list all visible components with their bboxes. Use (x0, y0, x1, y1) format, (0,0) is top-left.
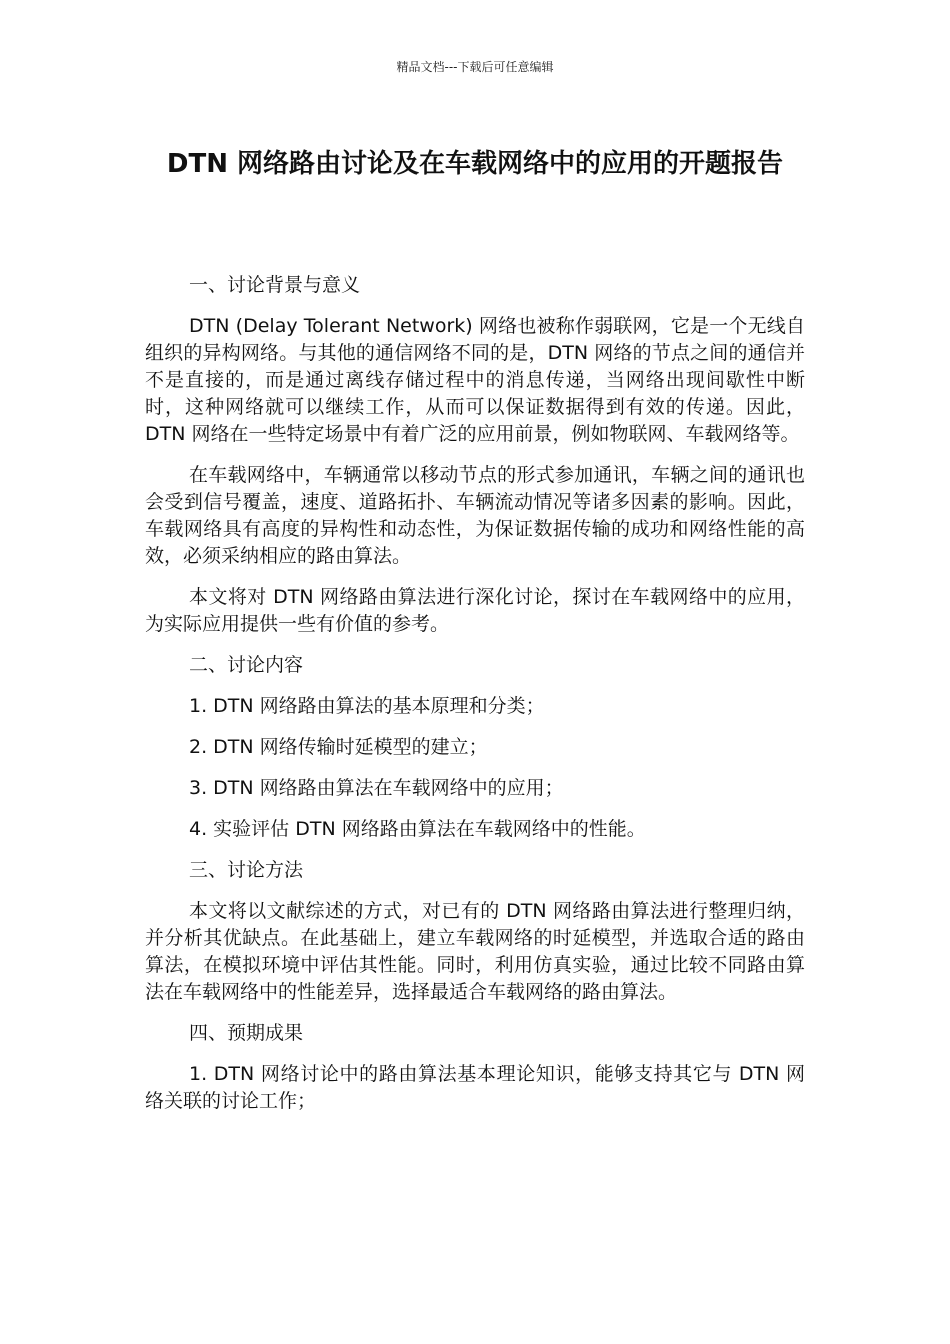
paragraph: DTN (Delay Tolerant Network) 网络也被称作弱联网，它是一个无线自组织的异构网络。与其他的通信网络不同的是，DTN 网络的节点之间的通信并不是直接的，而是通过离线存储过程中的消息传递，当网络出现间歇性中断时，这种网络就可以继续工作，从而可以保证数据得到有效的传递。因此，DTN 网络在一些特定场景中有着广泛的应用前景，例如物联网、车载网络等。 (145, 315, 805, 445)
section-heading-method: 三、讨论方法 (189, 859, 304, 881)
document-title: DTN 网络路由讨论及在车载网络中的应用的开题报告 (166, 149, 784, 179)
paragraph: 本文将以文献综述的方式，对已有的 DTN 网络路由算法进行整理归纳，并分析其优缺点。在此基础上，建立车载网络的时延模型，并选取合适的路由算法，在模拟环境中评估其性能。同时，利用仿真实验，通过比较不同路由算法在车载网络中的性能差异，选择最适合车载网络的路由算法。 (145, 900, 805, 1003)
document-body (145, 272, 805, 1129)
section-heading-background: 一、讨论背景与意义 (189, 274, 361, 296)
section-heading-results: 四、预期成果 (189, 1022, 304, 1044)
list-item: 3. DTN 网络路由算法在车载网络中的应用； (189, 777, 564, 799)
list-item: 4. 实验评估 DTN 网络路由算法在车载网络中的性能。 (189, 818, 646, 840)
list-item: 1. DTN 网络讨论中的路由算法基本理论知识，能够支持其它与 DTN 网络关联的讨论工作； (145, 1063, 805, 1112)
paragraph: 本文将对 DTN 网络路由算法进行深化讨论，探讨在车载网络中的应用，为实际应用提供一些有价值的参考。 (145, 586, 805, 635)
paragraph: 在车载网络中，车辆通常以移动节点的形式参加通讯，车辆之间的通讯也会受到信号覆盖，速度、道路拓扑、车辆流动情况等诸多因素的影响。因此，车载网络具有高度的异构性和动态性，为保证数据传输的成功和网络性能的高效，必须采纳相应的路由算法。 (145, 464, 805, 567)
list-item: 1. DTN 网络路由算法的基本原理和分类； (189, 695, 545, 717)
header-note: 精品文档---下载后可任意编辑 (396, 60, 554, 74)
section-heading-content: 二、讨论内容 (189, 654, 304, 676)
list-item: 2. DTN 网络传输时延模型的建立； (189, 736, 488, 758)
